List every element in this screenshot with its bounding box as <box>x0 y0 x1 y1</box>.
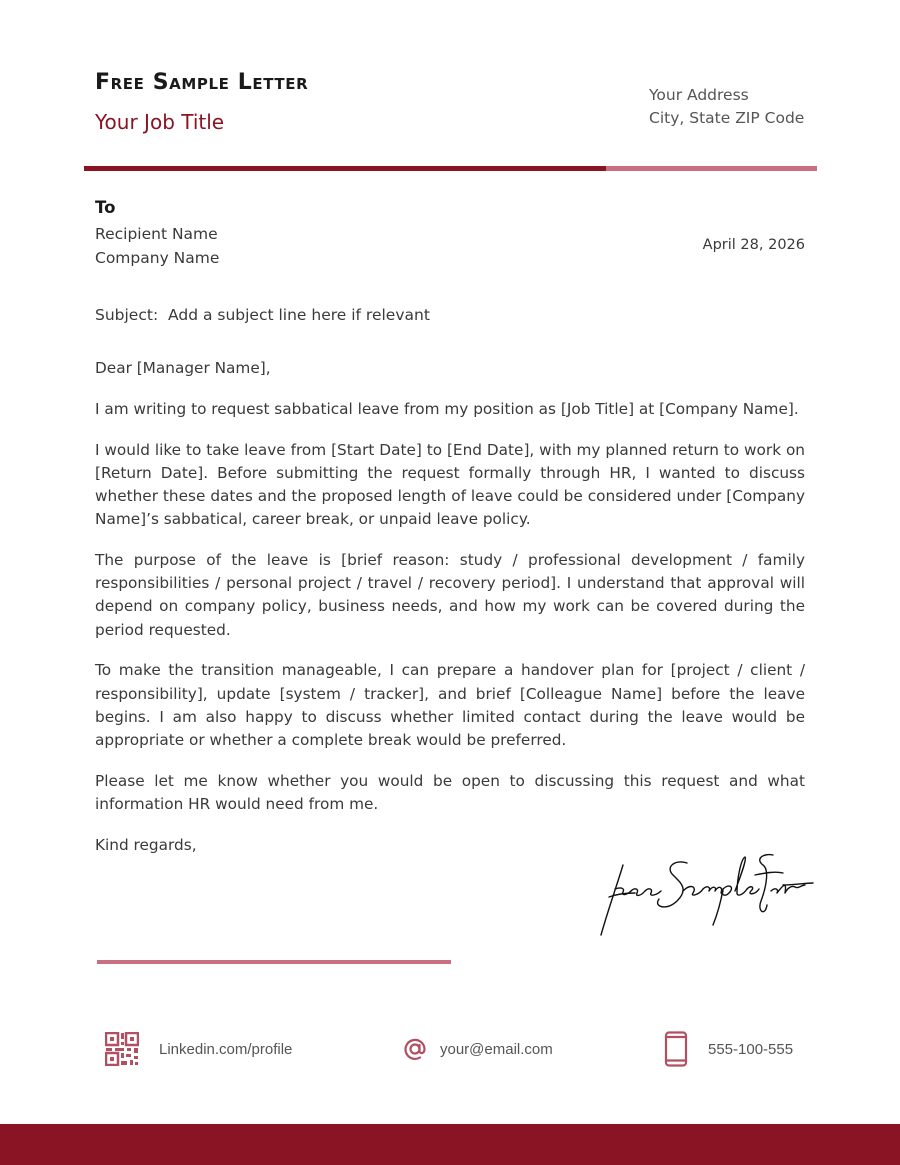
header-divider-light <box>606 166 817 171</box>
qr-code-icon <box>105 1032 139 1066</box>
sender-address <box>649 84 804 130</box>
footer-band <box>0 1124 900 1165</box>
body-paragraph: Please let me know whether you would be open to discussing this request and what information HR would need from me. <box>95 771 805 814</box>
header-divider-dark <box>84 166 606 171</box>
recipient-company: Company Name <box>95 248 220 267</box>
address-line-2: City, State ZIP Code <box>649 109 805 127</box>
address-line-1: Your Address <box>649 86 749 104</box>
email-link[interactable]: your@email.com <box>440 1040 553 1058</box>
letter-body <box>95 357 805 875</box>
recipient-name: Recipient Name <box>95 225 218 243</box>
signature-line <box>97 960 451 964</box>
body-paragraph: I would like to take leave from [Start Date] to [End Date], with my planned return to work on [Return Date]. Before submitting the request formally through HR, I wanted to discuss whether these dates and the proposed length of leave could be considered under [Company Name]’s sabbatical, career break, or unpaid leave policy. <box>95 440 805 529</box>
closing: Kind regards, <box>95 835 197 854</box>
subject-line: Subject: Add a subject line here if relevant <box>95 306 430 324</box>
footer-linkedin <box>105 1030 292 1068</box>
body-paragraph: I am writing to request sabbatical leave from my position as [Job Title] at [Company Name]. <box>95 399 799 418</box>
phone-number[interactable]: 555-100-555 <box>708 1040 794 1058</box>
footer-email <box>402 1030 553 1068</box>
body-paragraph: To make the transition manageable, I can prepare a handover plan for [project / client / responsibility], update [system / tracker], and brief [Colleague Name] before the leave begins. I am also happy to discuss whether limited contact during the leave would be appropriate or whether a complete break would be preferred. <box>95 661 805 750</box>
linkedin-link[interactable]: Linkedin.com/profile <box>159 1040 293 1058</box>
recipient-block <box>95 223 219 270</box>
at-sign-icon <box>402 1036 428 1062</box>
salutation: Dear [Manager Name], <box>95 359 271 377</box>
to-label: To <box>95 198 116 217</box>
letter-date: April 28, 2026 <box>702 237 805 253</box>
handwritten-signature <box>595 845 820 949</box>
sender-name: Free Sample Letter <box>95 70 309 95</box>
footer-phone <box>664 1030 793 1068</box>
job-title: Your Job Title <box>95 110 225 134</box>
phone-icon <box>664 1031 688 1067</box>
body-paragraph: The purpose of the leave is [brief reason: study / professional development / family responsibilities / personal project / travel / recovery period]. I understand that approval will depend on company policy, business needs, and how my work can be covered during the period requested. <box>95 551 805 639</box>
